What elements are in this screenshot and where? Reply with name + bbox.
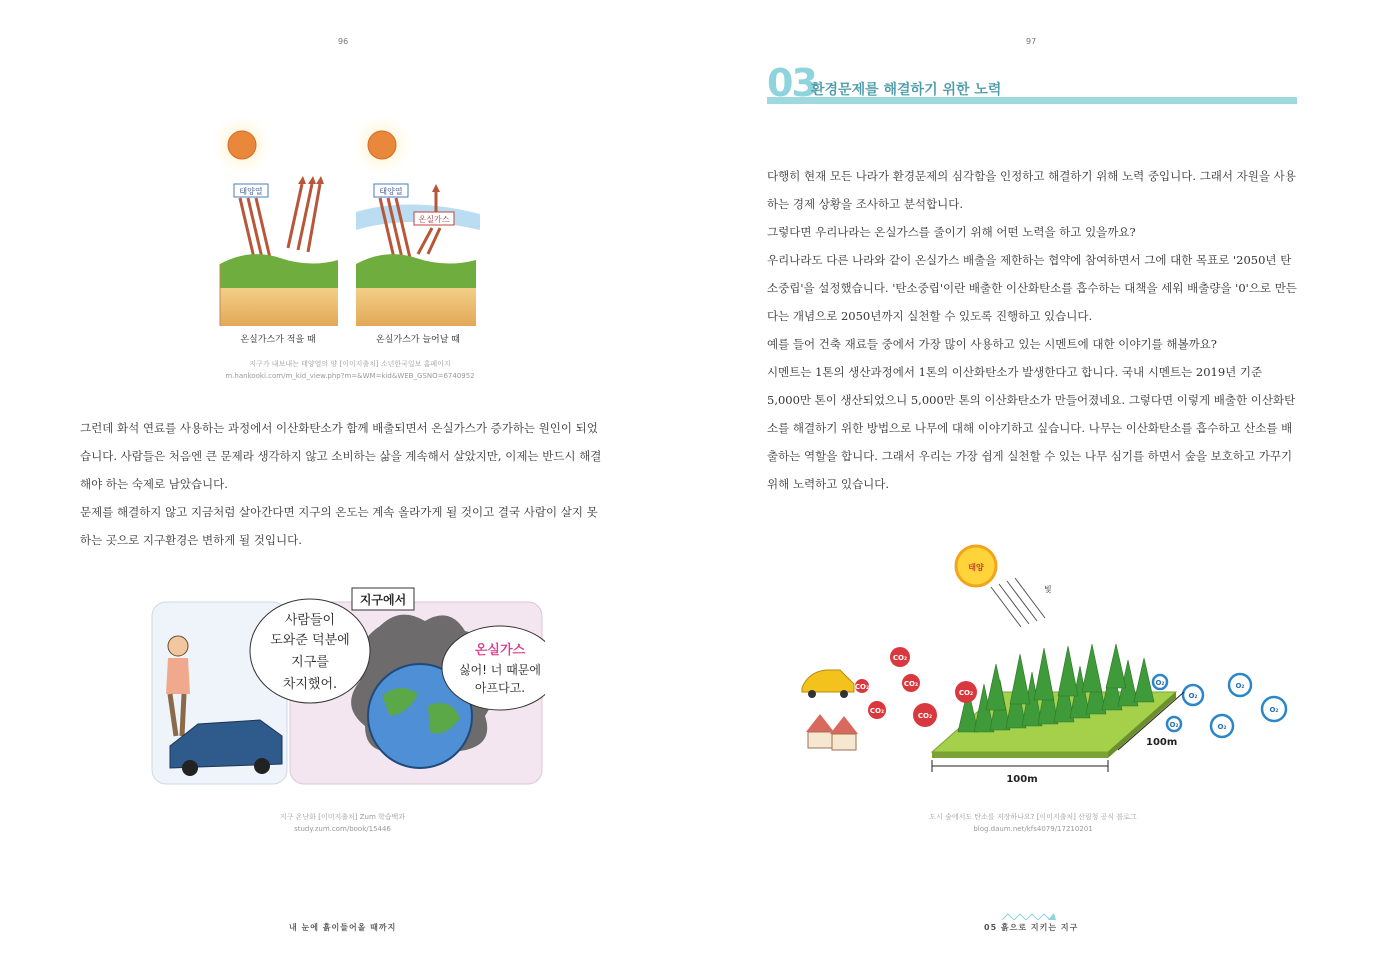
o2-label: O₂ — [1169, 721, 1179, 729]
caption-few-gas: 온실가스가 적을 때 — [240, 335, 316, 345]
paragraph: 문제를 해결하지 않고 지금처럼 살아간다면 지구의 온도는 계속 올라가게 될 것이고 결국 사람이 살지 못하는 곳으로 지구환경은 변하게 될 것입니다. — [80, 505, 598, 547]
width-dimension: 100m — [1006, 774, 1038, 785]
body-text — [80, 414, 608, 554]
paragraph: 시멘트는 1톤의 생산과정에서 1톤의 이산화탄소가 발생한다고 합니다. 국내 시멘트는 2019년 기준 5,000만 톤이 생산되었으니 5,000만 톤의 이산화탄소가 만들어졌네요. 그렇다면 이렇게 배출한 이산화탄소를 해결하기 위한 방법으로 나무에 대해 이야기하고 싶습니다. 나무는 이산화탄소를 흡수하고 산소를 배출하는 역할을 합니다. 그래서 우리는 가장 쉽게 실천할 수 있는 나무 심기를 하면서 숲을 보호하고 가꾸기 위해 노력하고 있습니다. — [767, 365, 1296, 491]
body-text — [767, 162, 1297, 498]
solar-heat-label: 태양열 — [379, 187, 403, 196]
solar-heat-label: 태양열 — [239, 187, 263, 196]
co2-label: CO₂ — [917, 712, 933, 720]
bubble-left-line: 차지했어. — [282, 677, 338, 692]
paragraph: 예를 들어 건축 재료들 중에서 가장 많이 사용하고 있는 시멘트에 대한 이야기를 해볼까요? — [767, 337, 1217, 351]
right-page — [688, 0, 1375, 971]
figure-source: 지구가 내보내는 태양열의 양 [이미지출처] 소년한국일보 홈페이지 m.hankooki.com/m_kid_view.php?m=&WM=kid&WEB_GSNO=6740952 — [225, 360, 475, 380]
o2-label: O₂ — [1235, 682, 1245, 690]
caption-more-gas: 온실가스가 늘어날 때 — [376, 335, 460, 345]
sun-icon — [228, 131, 256, 159]
o2-label: O₂ — [1269, 706, 1279, 714]
greenhouse-gas-label: 온실가스 — [418, 215, 450, 224]
bubble-left-line: 도와준 덕분에 — [270, 633, 350, 648]
section-number: 03 — [767, 61, 816, 105]
cartoon-sign: 지구에서 — [359, 593, 407, 607]
co2-label: CO₂ — [854, 683, 870, 691]
paragraph: 그렇다면 우리나라는 온실가스를 줄이기 위해 어떤 노력을 하고 있을까요? — [767, 225, 1136, 239]
paragraph: 그런데 화석 연료를 사용하는 과정에서 이산화탄소가 함께 배출되면서 온실가스가 증가하는 원인이 되었습니다. 사람들은 처음엔 큰 문제라 생각하지 않고 소비하는 삶을 계속해서 살았지만, 이제는 반드시 해결해야 하는 숙제로 남았습니다. — [80, 421, 602, 491]
sun-label: 태양 — [968, 563, 984, 572]
o2-label: O₂ — [1217, 723, 1227, 731]
sun-icon — [956, 546, 996, 586]
sun-icon — [368, 131, 396, 159]
o2-label: O₂ — [1188, 692, 1198, 700]
forest-figure-source: 도시 숲에서도 탄소를 저장하나요? [이미지출처] 산림청 공식 블로그 blog.daum.net/kfs4079/17210201 — [929, 813, 1137, 833]
o2-label: O₂ — [1155, 679, 1165, 687]
paragraph: 우리나라도 다른 나라와 같이 온실가스 배출을 제한하는 협약에 참여하면서 그에 대한 목표로 '2050년 탄소중립'을 설정했습니다. '탄소중립'이란 배출한 이산화탄소를 흡수하는 대책을 세워 배출량을 '0'으로 만든다는 개념으로 2050년까지 실천할 수 있도록 진행하고 있습니다. — [767, 253, 1297, 323]
bubble-left-line: 지구를 — [291, 655, 329, 670]
forest-carbon-figure — [796, 542, 1296, 786]
footer-book-title: 내 눈에 흙이들어올 때까지 — [289, 923, 397, 932]
page-number: 97 — [1026, 37, 1037, 46]
bubble-right-line: 아프다고. — [474, 681, 526, 695]
bubble-left-line: 사람들이 — [284, 613, 336, 628]
paragraph: 다행히 현재 모든 나라가 환경문제의 심각함을 인정하고 해결하기 위해 노력 중입니다. 그래서 자원을 사용하는 경제 상황을 조사하고 분석합니다. — [767, 169, 1296, 211]
footer-chapter-title: 05 흙으로 지키는 지구 — [984, 923, 1079, 932]
bubble-right-title: 온실가스 — [474, 643, 526, 658]
section-heading — [767, 61, 1297, 106]
page-number: 96 — [338, 37, 349, 46]
cartoon-source: 지구 온난화 [이미지출처] Zum 학습백과 study.zum.com/book/15446 — [279, 813, 406, 833]
footer-ornament — [1002, 912, 1056, 920]
co2-label: CO₂ — [869, 707, 885, 715]
co2-label: CO₂ — [892, 654, 908, 662]
light-label: 빛 — [1044, 585, 1052, 594]
co2-label: CO₂ — [958, 689, 974, 697]
bubble-right-line: 싫어! 너 때문에 — [459, 663, 541, 677]
co2-label: CO₂ — [903, 680, 919, 688]
greenhouse-figure — [210, 118, 490, 350]
depth-dimension: 100m — [1146, 737, 1178, 748]
global-warming-cartoon — [150, 586, 545, 786]
left-page — [0, 0, 687, 971]
section-title: 환경문제를 해결하기 위한 노력 — [811, 82, 1002, 98]
